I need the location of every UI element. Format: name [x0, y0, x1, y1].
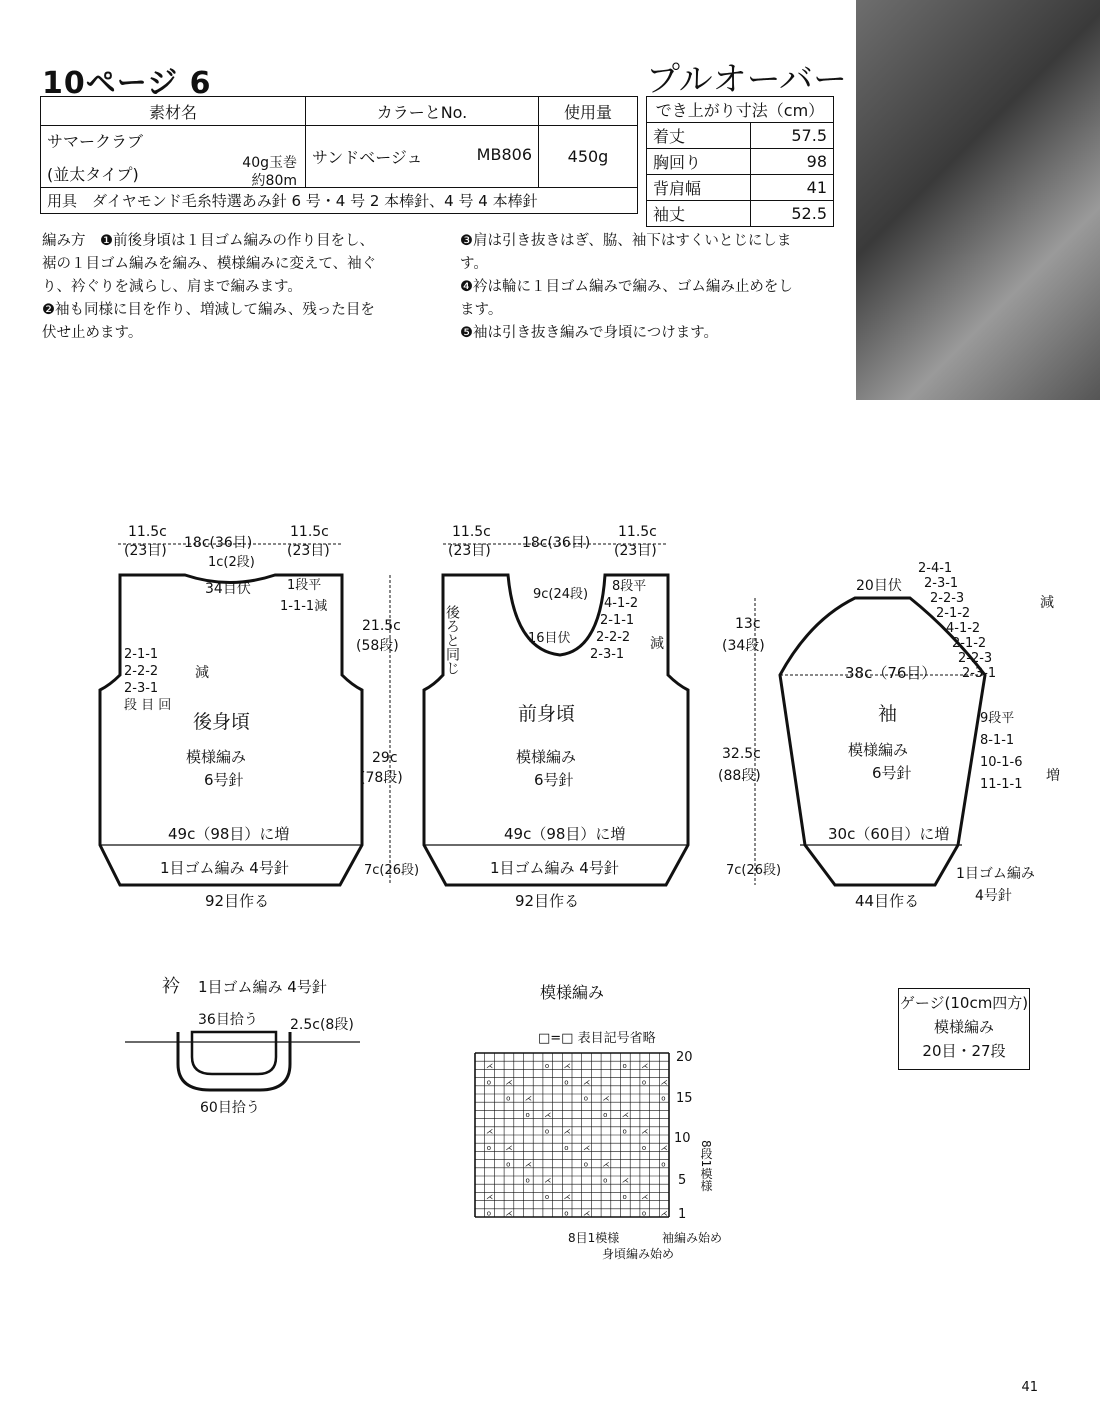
- back-neck-bind: 34目伏: [205, 581, 251, 597]
- chart-legend: □=□ 表目記号省略: [538, 1031, 656, 1046]
- back-mid-rows: (78段): [360, 770, 403, 786]
- tools-row: 用具 ダイヤモンド毛糸特選あみ針 6 号・4 号 2 本棒針、4 号 4 本棒針: [41, 188, 638, 214]
- instruction-line: ❷袖も同様に目を作り、増減して編み、残った目を: [42, 302, 375, 318]
- front-rib: 1目ゴム編み 4号針: [490, 859, 619, 877]
- sleeve-cap-height: 13c: [735, 616, 761, 632]
- size-value: 57.5: [751, 123, 834, 149]
- back-top-width-1: 11.5c: [128, 524, 167, 540]
- decrease-symbol: ⋌: [486, 1127, 494, 1136]
- page-number: 41: [1021, 1380, 1038, 1395]
- instruction-line: す。: [460, 256, 488, 272]
- size-value: 52.5: [751, 201, 834, 227]
- size-header: でき上がり寸法（cm）: [647, 97, 834, 123]
- pattern-title: プルオーバー: [646, 60, 847, 100]
- chart-start-body: 身頃編み始め: [602, 1247, 675, 1261]
- decrease-symbol: ⋌: [660, 1078, 668, 1087]
- yarn-over-symbol: o: [661, 1094, 666, 1103]
- decrease-symbol: ⋌: [660, 1143, 668, 1152]
- back-armhole-dec: 段 目 回: [124, 698, 172, 713]
- sleeve-pattern: 模様編み: [848, 741, 909, 759]
- yarn-weight: 40g玉巻: [242, 155, 297, 171]
- collar-height: 2.5c(8段): [290, 1017, 354, 1033]
- collar-diagram: [120, 972, 380, 1122]
- yarn-over-symbol: o: [525, 1176, 530, 1185]
- size-label: 着丈: [647, 123, 751, 149]
- instruction-line: ❸肩は引き抜きはぎ、脇、袖下はすくいとじにしま: [460, 233, 792, 249]
- instruction-line: ❺袖は引き抜き編みで身頃につけます。: [460, 325, 719, 341]
- yarn-over-symbol: o: [641, 1209, 647, 1218]
- sleeve-side-inc: 8-1-1: [980, 733, 1015, 748]
- instructions-left: [42, 230, 442, 345]
- size-value: 41: [751, 175, 834, 201]
- decrease-symbol: ⋌: [602, 1094, 610, 1103]
- chart-repeat-v: 8段1模様: [699, 1140, 713, 1192]
- yarn-over-symbol: o: [564, 1209, 569, 1218]
- gauge-title: ゲージ(10cm四方): [899, 994, 1029, 1012]
- chart-row-label: 20: [676, 1050, 693, 1065]
- sleeve-inc-label: 増: [1046, 768, 1060, 784]
- collar-pickup-front: 60目拾う: [200, 1100, 260, 1116]
- pattern-chart: [470, 978, 750, 1278]
- decrease-symbol: ⋌: [583, 1209, 591, 1218]
- yarn-over-symbol: o: [583, 1094, 588, 1103]
- header-amount: 使用量: [539, 97, 638, 126]
- instruction-line: 裾の１目ゴム編みを編み、模様編みに変えて、袖ぐ: [42, 256, 377, 272]
- size-label: 背肩幅: [647, 175, 751, 201]
- back-shoulder-b: 1-1-1減: [280, 599, 328, 614]
- sleeve-rib-height: 7c(26段): [726, 863, 782, 878]
- yarn-over-symbol: o: [622, 1193, 627, 1202]
- front-top-width-2: 11.5c: [618, 524, 657, 540]
- back-body-diagram: [100, 524, 419, 910]
- sleeve-body-height: 32.5c: [722, 746, 761, 762]
- back-low-height: 7c(26段): [364, 863, 420, 878]
- chart-row-label: 1: [678, 1207, 687, 1222]
- front-neck-dec: 2-3-1: [590, 647, 625, 662]
- front-needle: 6号針: [534, 771, 574, 789]
- chart-start-sleeve: 袖編み始め: [662, 1231, 723, 1245]
- sleeve-cap-dec: 2-2-3: [930, 591, 965, 606]
- back-shoulder-a: 1段平: [287, 578, 322, 593]
- back-armhole-dec: 2-2-2: [124, 664, 159, 679]
- yarn-name: サマークラブ: [47, 131, 144, 151]
- back-needle: 6号針: [204, 771, 244, 789]
- model-photo: [856, 0, 1100, 400]
- instruction-line: ❹衿は輪に１目ゴム編みで編み、ゴム編み止めをし: [460, 279, 793, 295]
- sleeve-body-rows: (88段): [718, 768, 761, 784]
- back-armhole-dec: 2-3-1: [124, 681, 159, 696]
- decrease-symbol: ⋌: [544, 1176, 552, 1185]
- sleeve-diagram: [718, 561, 1060, 910]
- sleeve-cap-dec: 2-1-2: [936, 606, 971, 621]
- decrease-symbol: ⋌: [622, 1111, 629, 1120]
- back-top-mid: 18c(36目): [184, 535, 253, 551]
- decrease-symbol: ⋌: [602, 1160, 610, 1169]
- sleeve-cast-on: 44目作る: [855, 892, 920, 910]
- page-reference: 10ページ 6: [42, 66, 212, 101]
- size-label: 胸回り: [647, 149, 751, 175]
- front-neck-dec: 2-2-2: [596, 630, 631, 645]
- collar-pickup-back: 36目拾う: [198, 1012, 258, 1028]
- decrease-symbol: ⋌: [505, 1209, 513, 1218]
- chart-row-label: 10: [674, 1131, 691, 1146]
- color-name: サンドベージュ: [312, 148, 423, 167]
- decrease-symbol: ⋌: [622, 1176, 629, 1185]
- decrease-symbol: ⋌: [563, 1193, 571, 1202]
- yarn-length: 約80m: [251, 173, 297, 189]
- yarn-over-symbol: o: [641, 1078, 647, 1087]
- amount-cell: 450g: [539, 126, 638, 188]
- front-top-stitches-2: (23目): [614, 543, 657, 559]
- header-material: 素材名: [41, 97, 306, 126]
- yarn-over-symbol: o: [506, 1160, 511, 1169]
- collar-spec: 1目ゴム編み 4号針: [198, 978, 327, 996]
- yarn-over-symbol: o: [486, 1143, 491, 1152]
- back-upper-rows: (58段): [356, 638, 399, 654]
- sleeve-side-inc: 11-1-1: [980, 777, 1023, 792]
- yarn-over-symbol: o: [603, 1176, 608, 1185]
- front-increase: 49c（98目）に増: [504, 825, 626, 843]
- yarn-cell: [41, 126, 306, 188]
- sleeve-rib-a: 1目ゴム編み: [956, 866, 1035, 882]
- chart-grid: [475, 1053, 669, 1218]
- color-cell: [306, 126, 539, 188]
- back-name: 後身頃: [193, 711, 251, 733]
- sleeve-side-inc: 10-1-6: [980, 755, 1023, 770]
- sleeve-needle: 6号針: [872, 764, 912, 782]
- front-neck-dec: 4-1-2: [604, 596, 639, 611]
- yarn-type: (並太タイプ): [47, 164, 139, 184]
- decrease-symbol: ⋌: [563, 1061, 571, 1070]
- materials-table: [40, 96, 638, 214]
- front-top-stitches-1: (23目): [448, 543, 491, 559]
- back-armhole-dec: 2-1-1: [124, 647, 159, 662]
- back-top-stitches-2: (23目): [287, 543, 330, 559]
- sleeve-side-inc: 9段平: [980, 711, 1015, 726]
- sleeve-cap-dec: 2-2-3: [958, 651, 993, 666]
- sleeve-width: 38c（76目）: [845, 664, 937, 682]
- front-cast-on: 92目作る: [515, 892, 580, 910]
- decrease-symbol: ⋌: [505, 1143, 513, 1152]
- back-pattern: 模様編み: [186, 748, 247, 766]
- front-top-mid: 18c(36目): [522, 535, 591, 551]
- sleeve-dec-label: 減: [1040, 595, 1054, 611]
- front-neck-depth: 9c(24段): [533, 587, 589, 602]
- decrease-symbol: ⋌: [583, 1078, 591, 1087]
- decrease-symbol: ⋌: [505, 1078, 513, 1087]
- instruction-line: 伏せ止めます。: [42, 325, 143, 341]
- decrease-symbol: ⋌: [641, 1193, 649, 1202]
- back-dec-label: 減: [195, 665, 209, 681]
- sleeve-cap-dec: 4-1-2: [946, 621, 981, 636]
- front-dec-label: 減: [650, 636, 664, 652]
- sleeve-cap-dec: 2-3-1: [924, 576, 959, 591]
- sleeve-increase: 30c（60目）に増: [828, 825, 950, 843]
- instruction-line: ます。: [460, 302, 503, 318]
- chart-row-label: 5: [678, 1173, 687, 1188]
- decrease-symbol: ⋌: [641, 1127, 649, 1136]
- size-label: 袖丈: [647, 201, 751, 227]
- instruction-line: 編み方 ❶前後身頃は１目ゴム編みの作り目をし、: [42, 233, 374, 249]
- front-body-diagram: [424, 524, 688, 910]
- front-top-width-1: 11.5c: [452, 524, 491, 540]
- back-neck-drop: 1c(2段): [208, 555, 255, 570]
- yarn-over-symbol: o: [564, 1078, 569, 1087]
- sleeve-cap-dec: 2-4-1: [918, 561, 953, 576]
- yarn-over-symbol: o: [544, 1061, 550, 1070]
- yarn-over-symbol: o: [506, 1094, 511, 1103]
- back-top-stitches-1: (23目): [124, 543, 167, 559]
- yarn-over-symbol: o: [564, 1143, 569, 1152]
- collar-title: 衿: [162, 976, 180, 997]
- instruction-line: り、衿ぐりを減らし、肩まで編みます。: [42, 279, 302, 295]
- chart-row-label: 15: [676, 1091, 693, 1106]
- yarn-over-symbol: o: [622, 1061, 627, 1070]
- front-pattern: 模様編み: [516, 748, 577, 766]
- schematic-diagrams: [0, 500, 1100, 920]
- header-color: カラーとNo.: [306, 97, 539, 126]
- finished-size-table: [646, 96, 834, 227]
- decrease-symbol: ⋌: [660, 1209, 668, 1218]
- front-neck-dec: 8段平: [612, 579, 647, 594]
- sleeve-rib-b: 4号針: [975, 888, 1012, 904]
- chart-repeat-h: 8目1模様: [568, 1231, 620, 1245]
- chart-title: 模様編み: [540, 983, 605, 1002]
- front-name: 前身頃: [518, 703, 576, 725]
- back-mid-height: 29c: [372, 750, 398, 766]
- gauge-box: [898, 988, 1030, 1070]
- color-number: MB806: [476, 145, 532, 164]
- sleeve-cap-dec: 2-1-2: [952, 636, 987, 651]
- yarn-over-symbol: o: [661, 1160, 666, 1169]
- decrease-symbol: ⋌: [486, 1193, 494, 1202]
- yarn-over-symbol: o: [544, 1127, 550, 1136]
- yarn-over-symbol: o: [486, 1078, 491, 1087]
- back-top-width-2: 11.5c: [290, 524, 329, 540]
- back-cast-on: 92目作る: [205, 892, 270, 910]
- sleeve-name: 袖: [878, 703, 898, 725]
- decrease-symbol: ⋌: [544, 1111, 552, 1120]
- back-upper-height: 21.5c: [362, 618, 401, 634]
- yarn-over-symbol: o: [641, 1143, 647, 1152]
- sleeve-cap-rows: (34段): [722, 638, 765, 654]
- yarn-over-symbol: o: [486, 1209, 491, 1218]
- decrease-symbol: ⋌: [641, 1061, 649, 1070]
- back-rib: 1目ゴム編み 4号針: [160, 859, 289, 877]
- front-neck-dec: 2-1-1: [600, 613, 635, 628]
- front-same-as-back: 後ろと同じ: [444, 605, 460, 675]
- sleeve-cap-bind: 20目伏: [856, 578, 902, 594]
- decrease-symbol: ⋌: [525, 1160, 532, 1169]
- yarn-over-symbol: o: [583, 1160, 588, 1169]
- yarn-over-symbol: o: [622, 1127, 627, 1136]
- decrease-symbol: ⋌: [486, 1061, 494, 1070]
- decrease-symbol: ⋌: [563, 1127, 571, 1136]
- yarn-over-symbol: o: [525, 1111, 530, 1120]
- instructions-right: [460, 230, 850, 345]
- size-value: 98: [751, 149, 834, 175]
- yarn-over-symbol: o: [603, 1111, 608, 1120]
- decrease-symbol: ⋌: [525, 1094, 532, 1103]
- decrease-symbol: ⋌: [583, 1143, 591, 1152]
- gauge-count: 20目・27段: [922, 1042, 1006, 1060]
- back-increase: 49c（98目）に増: [168, 825, 290, 843]
- gauge-pattern: 模様編み: [933, 1018, 994, 1036]
- front-neck-bind: 16目伏: [528, 631, 571, 646]
- yarn-over-symbol: o: [544, 1193, 550, 1202]
- sleeve-cap-dec: 2-3-1: [962, 666, 997, 681]
